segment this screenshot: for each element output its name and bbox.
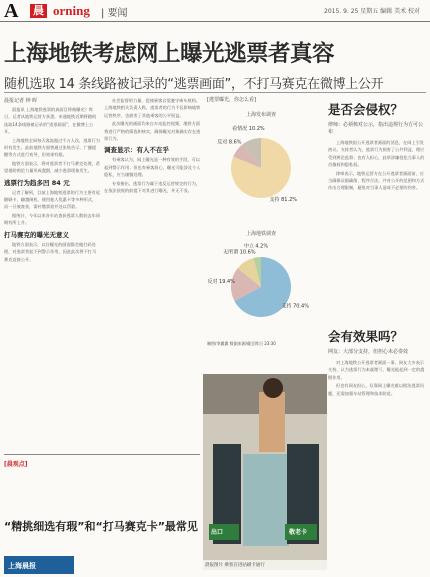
article-paragraph: 地铁方面表示，将对逃票者不打马赛克处理，希望借助舆论力量形成震慑，减少逃票现象发生。 [4,160,100,174]
pie-label: 无所谓 10.6% [223,249,256,256]
photo-caption: 晨报图片 乘客在进站刷卡通行 [205,563,265,568]
article-paragraph: 此次曝光的画面均来自车站监控视频，地铁方面将进行严格的筛选和核实，确保曝光对象确实存在逃票行为。 [104,121,201,142]
pie2-title: 上海地铁调查 [245,231,276,237]
pie-label: 中立 4.2% [243,243,269,250]
sidebar-body-2 [328,359,426,519]
pie-label: 支持 81.2% [269,197,298,204]
sidebar-subtitle: 律师：必须核对公示，指出违规行为方可公布 [328,122,424,135]
pie-chart-2 [207,237,315,337]
section-heading: 逃票行为趋多凹 84 元 [4,178,70,187]
bottom-feature [4,454,200,572]
subheadline: 随机选取 14 条线路被记录的“逃票画面”，不打马赛克在微博上公开 [4,77,384,92]
chart-source: 制图/李翼翼 数据来源/截至昨日 23:30 [207,341,276,346]
gate-sign-exit: 出口 [211,529,224,536]
article-column-2 [104,97,202,452]
chart-caption: [逃票曝光，你怎么看] [207,97,256,103]
article-paragraph: 上海地铁全网每天客流超过千万人次，逃票行为时有发生。此前地铁方面曾通过张贴告示、广播提醒等方式进行劝导，但效果有限。 [4,137,100,158]
feature-tag: [晨观点] [4,461,28,468]
article-paragraph: 社会监督的力量，促使乘客自觉遵守乘车规则。上海地铁相关负责人称，逃票者的行为不仅影响地铁运营秩序，也损害了其他乘客的公平权益。 [104,98,201,118]
pie-chart-1 [207,118,315,218]
headline: 上海地铁考虑网上曝光逃票者真容 [4,41,335,67]
pie-label: 反对 19.4% [207,279,235,286]
section-name: | 要闻 [101,8,128,19]
gate-sign-card: 敬老卡 [289,529,308,536]
section-heading: 调查显示：有人不在乎 [104,146,169,155]
article-column-1 [4,97,100,452]
advert-text: 上海晨报 [8,562,36,570]
page-letter: A [4,0,19,22]
pie-label: 支持 70.4% [281,303,309,310]
sidebar-subtitle-2: 网友：大部分支持，但担心未必奏效 [328,349,409,355]
article-paragraph: 有乘客认为，网上曝光是一种有效的手段，可以起到警示作用；但也有乘客担心，曝光可能涉及个人隐私，应当谨慎处理。 [104,157,201,178]
article-paragraph: 据统计，今年以来各车站查获逃票人数较去年同期有所上升。 [4,212,100,226]
article-paragraph: 专家指出，逃票行为属于违反运营规定的行为，在依法依规的前提下对其进行曝光，并无不妥。 [104,180,200,194]
survey-charts [207,96,315,416]
feature-title: “精挑细选有瑕”和“打马赛克卡”最常见 [4,520,198,533]
sidebar-article [328,100,426,519]
brand-name: orning [53,3,90,18]
advert-banner[interactable] [4,556,74,574]
article-paragraph: 地铁方面表示，以往曝光的画面都会做打码处理，对逃票者起不到警示作用，因此此次将不打马赛克直接公开。 [4,241,97,262]
divider [4,92,426,93]
article-paragraph: 对上海地铁公开逃票者画面一事，网友大多表示支持，认为逃票行为本就理亏，曝光能起到一定的震慑作用。 [328,360,425,380]
sidebar-title: 是否会侵权？ [328,102,404,117]
sidebar-title-2: 会有效果吗？ [328,329,404,344]
byline: 晨报记者 钟 晖 [4,98,38,104]
masthead [0,0,430,22]
article-paragraph: 晨报讯 上海地铁逃票的真面目将被曝光？昨日，记者从地铁运营方获悉，申通地铁近期将随机选取14条线路被记录的“逃票画面”，在微博上公开。 [4,107,97,135]
article-paragraph: 律师表示，地铁运营方在公开逃票者画面前，应当确保证据确凿、程序合法，并对公开的范围和方式作出合理限制，避免对当事人造成不必要的伤害。 [328,170,425,191]
pie1-title: 上海发布调查 [245,112,276,118]
brand-badge: 晨 [30,4,47,18]
issue-date: 2015. 9. 25 星期五 编辑 美术 校对 [324,8,420,15]
section-heading: 打马赛克的曝光无意义 [4,230,69,239]
pie-label: 反对 8.6% [217,139,242,146]
article-paragraph: 但也有网友担心，仅靠网上曝光难以根治逃票问题，还需加强车站管理和技术防范。 [328,383,424,396]
sidebar-body [328,139,426,317]
article-paragraph: 记者了解到，目前上海地铁逃票的行为主要有尾随刷卡、翻越闸机、使用他人优惠卡等多种形式，而一旦被查获，需补缴票款并处以罚款。 [4,189,100,210]
pie-label: 看情况 10.2% [232,126,265,133]
article-paragraph: 上海地铁拟公开逃票者画面的消息，在网上引发热议。支持者认为，逃票行为损害了公共利益，理应受到舆论监督；也有人担心，此举涉嫌侵犯当事人的肖像权和隐私权。 [328,140,425,168]
subway-gate-photo [203,374,327,570]
